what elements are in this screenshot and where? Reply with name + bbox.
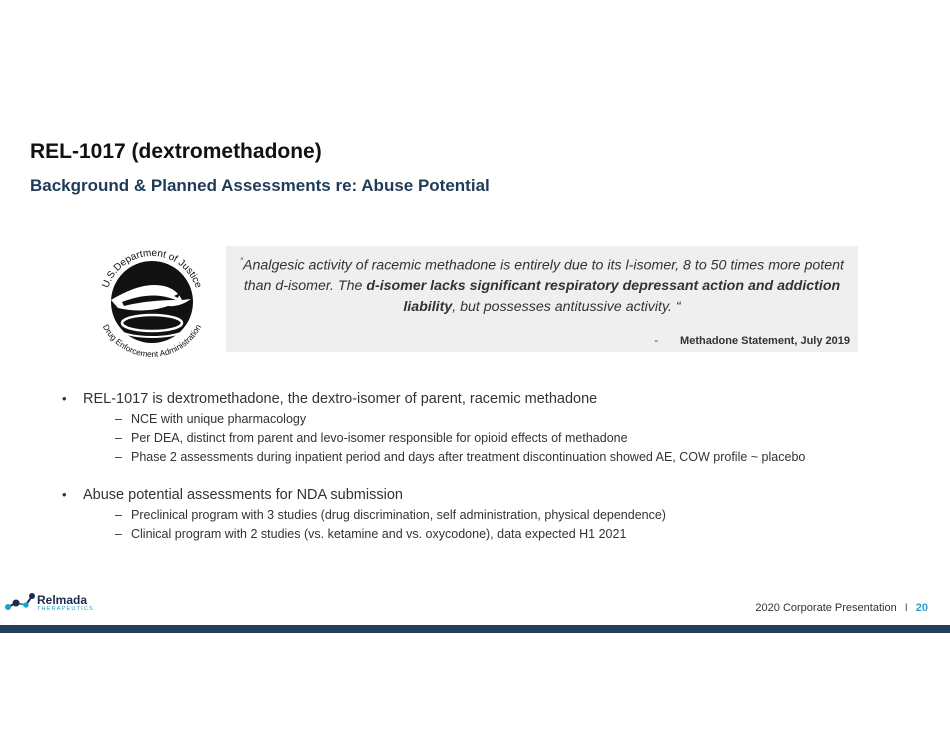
bullet-dot: • bbox=[62, 391, 67, 406]
sub-list-item bbox=[115, 412, 940, 426]
sub-dash: – bbox=[115, 450, 122, 464]
bullet-group-1 bbox=[60, 391, 940, 464]
quote-open-mark: “ bbox=[240, 256, 244, 266]
footer-bar bbox=[0, 625, 950, 633]
quote-part-1: Analgesic activity of racemic methadone is entirely due to its l-isomer, 8 to 50 times more potent than d-isomer. The bbox=[243, 257, 844, 295]
sub-list-item bbox=[115, 527, 940, 541]
quote-part-2: , but possesses antitussive activity. “ bbox=[452, 298, 681, 315]
quote-attribution bbox=[654, 335, 850, 347]
sub-list-item bbox=[115, 508, 940, 522]
sub-text: Preclinical program with 3 studies (drug discrimination, self administration, physical dependence) bbox=[131, 508, 666, 522]
footer-label: 2020 Corporate Presentation bbox=[755, 602, 897, 614]
attribution-dash: - bbox=[654, 335, 659, 347]
quote-box bbox=[226, 246, 858, 352]
quote-bold: d-isomer lacks significant respiratory depressant action and addiction liability bbox=[366, 278, 841, 315]
sub-dash: – bbox=[115, 431, 122, 445]
footer-separator: I bbox=[904, 602, 908, 614]
sub-list-item bbox=[115, 431, 940, 445]
logo-tagline: THERAPEUTICS bbox=[37, 606, 94, 612]
seal-top-text: U.S.Department of Justice bbox=[100, 247, 204, 290]
slide-subtitle: Background & Planned Assessments re: Abuse Potential bbox=[30, 176, 490, 195]
bullet-text: REL-1017 is dextromethadone, the dextro-isomer of parent, racemic methadone bbox=[83, 391, 598, 407]
quote-text bbox=[234, 251, 850, 317]
sub-dash: – bbox=[115, 527, 122, 541]
sub-dash: – bbox=[115, 412, 122, 426]
bullet-group-2 bbox=[60, 487, 940, 541]
sub-text: NCE with unique pharmacology bbox=[131, 412, 307, 426]
slide-title: REL-1017 (dextromethadone) bbox=[30, 140, 322, 163]
sub-text: Clinical program with 2 studies (vs. ketamine and vs. oxycodone), data expected H1 2021 bbox=[131, 527, 627, 541]
dea-seal-icon bbox=[88, 238, 216, 366]
seal-bottom-text: Drug Enforcement Administration bbox=[100, 322, 204, 360]
attribution-text: Methadone Statement, July 2019 bbox=[680, 335, 850, 347]
list-item bbox=[60, 487, 940, 503]
bullet-text: Abuse potential assessments for NDA submission bbox=[83, 487, 403, 503]
footer bbox=[755, 602, 928, 614]
sub-text: Per DEA, distinct from parent and levo-isomer responsible for opioid effects of methadone bbox=[131, 431, 628, 445]
logo-name: Relmada bbox=[37, 593, 88, 607]
bullet-list bbox=[60, 391, 940, 541]
bullet-dot: • bbox=[62, 487, 67, 502]
page-number: 20 bbox=[915, 602, 928, 614]
list-item bbox=[60, 391, 940, 407]
sub-list-item bbox=[115, 450, 940, 464]
sub-dash: – bbox=[115, 508, 122, 522]
sub-text: Phase 2 assessments during inpatient period and days after treatment discontinuation showed AE, COW profile ~ placebo bbox=[131, 450, 806, 464]
